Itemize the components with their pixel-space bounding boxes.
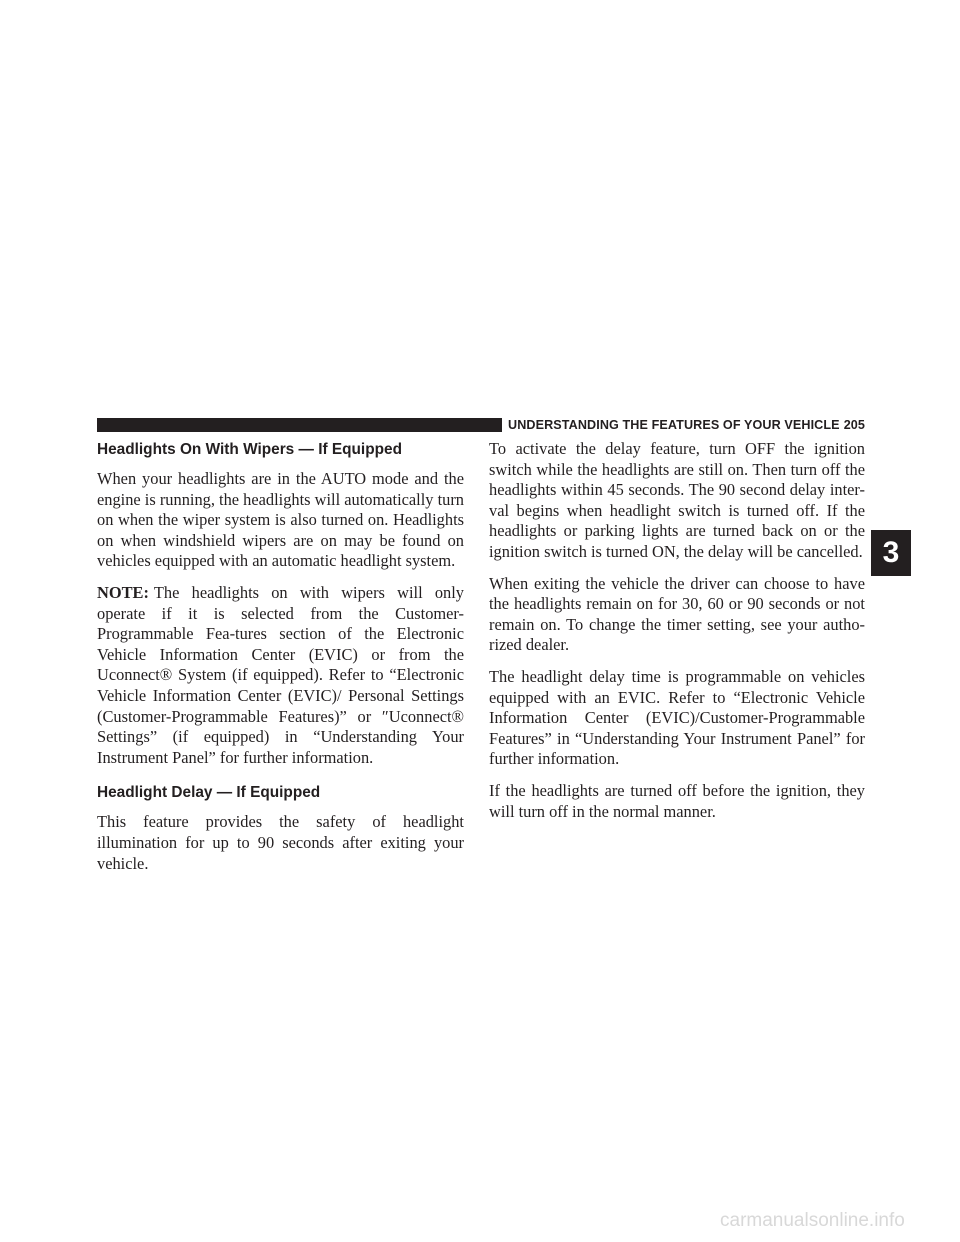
heading-headlight-delay: Headlight Delay — If Equipped [97,784,321,802]
left-column [97,440,464,885]
paragraph-auto-mode: When your headlights are in the AUTO mode and the engine is running, the headlights will automatically turn on when the wiper system is also turned on. Headlights on when windshield wipers are on may be found on vehicles equipped with an automatic headlight system. [97,469,464,571]
right-column [489,439,865,833]
chapter-tab: 3 [871,530,911,576]
page-number: 205 [843,418,865,432]
note-label: NOTE: [97,582,149,602]
paragraph-delay-intro: This feature provides the safety of headlight illumination for up to 90 seconds after exiting your vehicle. [97,812,464,873]
heading-headlights-on-with-wipers: Headlights On With Wipers — If Equipped [97,441,402,458]
header-rule [97,418,502,432]
section-title: UNDERSTANDING THE FEATURES OF YOUR VEHICLE [508,418,840,432]
footer-watermark: carmanualsonline.info [720,1210,905,1231]
paragraph-exit-options: When exiting the vehicle the driver can choose to have the headlights remain on for 30, 60 or 90 seconds or not remain on. To change the timer setting, see your autho-rized dealer. [489,573,865,655]
paragraph-normal-manner: If the headlights are turned off before the ignition, they will turn off in the normal manner. [489,780,865,821]
paragraph-activate-delay: To activate the delay feature, turn OFF the ignition switch while the headlights are still on. Then turn off the headlights within 45 seconds. The 90 second delay inter-val begins when headlight switch is turned off. If the headlights or parking lights are turned back on or the ignition switch is turned ON, the delay will be cancelled. [489,439,865,561]
note-paragraph [97,583,464,768]
running-header [508,416,865,434]
note-text: The headlights on with wipers will only operate if it is selected from the Customer-Programmable Fea-tures section of the Electronic Vehicle Information Center (EVIC) or from the Uconnect® System (if equipped). Refer to “Electronic Vehicle Information Center (EVIC)/ Personal Settings (Customer-Programmable Features)” or ″Uconnect® Settings” (if equipped) in “Understanding Your Instrument Panel” for further information. [97,582,464,767]
paragraph-evic-programmable: The headlight delay time is programmable on vehicles equipped with an EVIC. Refer to “Electronic Vehicle Information Center (EVIC)/Customer-Programmable Features” in “Understanding Your Instrument Panel” for further information. [489,666,865,769]
